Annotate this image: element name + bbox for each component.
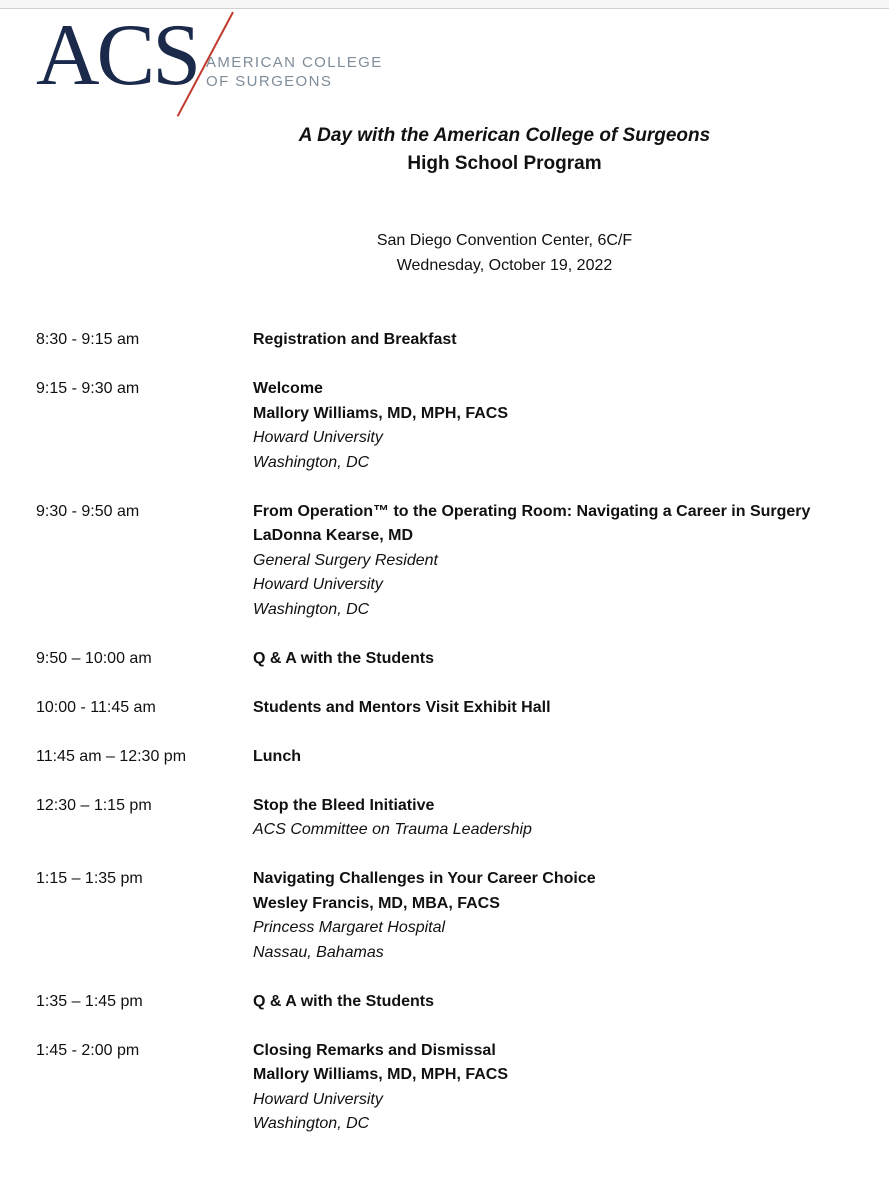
venue-info — [0, 228, 889, 278]
session-title: Q & A with the Students — [253, 992, 435, 1010]
session-time: 8:30 - 9:15 am — [36, 331, 140, 348]
session-speaker: LaDonna Kearse, MD — [253, 527, 414, 544]
venue-location: San Diego Convention Center, 6C/F — [376, 232, 633, 249]
schedule-row — [36, 867, 876, 965]
schedule-row — [36, 794, 876, 843]
session-time: 1:45 - 2:00 pm — [36, 1041, 140, 1059]
schedule-row — [36, 328, 876, 353]
session-time: 9:15 - 9:30 am — [36, 380, 140, 397]
session-affiliation: Washington, DC — [253, 600, 370, 618]
session-affiliation: Washington, DC — [253, 453, 370, 471]
schedule-row — [36, 377, 876, 475]
session-time: 10:00 - 11:45 am — [36, 698, 156, 716]
session-affiliation: ACS Committee on Trauma Leadership — [253, 821, 532, 838]
session-details — [253, 328, 876, 353]
schedule-list — [36, 328, 876, 1161]
session-affiliation: Washington, DC — [253, 1115, 370, 1132]
logo-name — [206, 53, 383, 91]
session-title: Lunch — [253, 747, 301, 765]
session-speaker: Wesley Francis, MD, MBA, FACS — [253, 894, 500, 912]
session-details — [253, 500, 876, 623]
session-title: Closing Remarks and Dismissal — [253, 1041, 496, 1059]
session-title: Navigating Challenges in Your Career Choice — [253, 870, 596, 887]
session-title: Registration and Breakfast — [253, 331, 457, 348]
program-subtitle: High School Program — [407, 153, 602, 174]
session-details — [253, 745, 876, 770]
program-heading — [0, 122, 889, 178]
session-details — [253, 696, 876, 721]
session-affiliation: General Surgery Resident — [253, 551, 438, 569]
logo-name-line2: OF SURGEONS — [206, 73, 333, 90]
logo-name-line1: AMERICAN COLLEGE — [206, 54, 383, 71]
session-affiliation: Howard University — [253, 429, 383, 446]
session-details — [253, 990, 876, 1015]
schedule-row — [36, 1039, 876, 1137]
session-affiliation: Nassau, Bahamas — [253, 943, 384, 961]
event-date: Wednesday, October 19, 2022 — [396, 257, 613, 274]
session-time: 1:35 – 1:45 pm — [36, 992, 143, 1010]
session-affiliation: Howard University — [253, 1090, 383, 1108]
session-time: 9:30 - 9:50 am — [36, 502, 140, 520]
schedule-row — [36, 745, 876, 770]
session-affiliation: Princess Margaret Hospital — [253, 919, 446, 936]
session-details — [253, 377, 876, 475]
session-title: Stop the Bleed Initiative — [253, 796, 435, 814]
session-details — [253, 794, 876, 843]
session-speaker: Mallory Williams, MD, MPH, FACS — [253, 1066, 509, 1083]
logo-acronym: ACS — [36, 7, 199, 104]
session-title: Welcome — [253, 380, 323, 397]
schedule-row — [36, 990, 876, 1015]
session-time: 1:15 – 1:35 pm — [36, 870, 143, 887]
session-title: Q & A with the Students — [253, 649, 435, 667]
session-details — [253, 867, 876, 965]
acs-logo — [36, 7, 416, 120]
session-details — [253, 647, 876, 672]
session-title: From Operation™ to the Operating Room: Navigating a Career in Surgery — [253, 502, 811, 520]
session-title: Students and Mentors Visit Exhibit Hall — [253, 698, 551, 716]
schedule-row — [36, 696, 876, 721]
session-time: 9:50 – 10:00 am — [36, 649, 152, 667]
session-time: 12:30 – 1:15 pm — [36, 796, 152, 814]
program-title: A Day with the American College of Surgeons — [298, 125, 711, 146]
session-time: 11:45 am – 12:30 pm — [36, 747, 187, 765]
session-affiliation: Howard University — [253, 576, 383, 593]
schedule-row — [36, 647, 876, 672]
schedule-row — [36, 500, 876, 623]
session-speaker: Mallory Williams, MD, MPH, FACS — [253, 404, 509, 422]
session-details — [253, 1039, 876, 1137]
